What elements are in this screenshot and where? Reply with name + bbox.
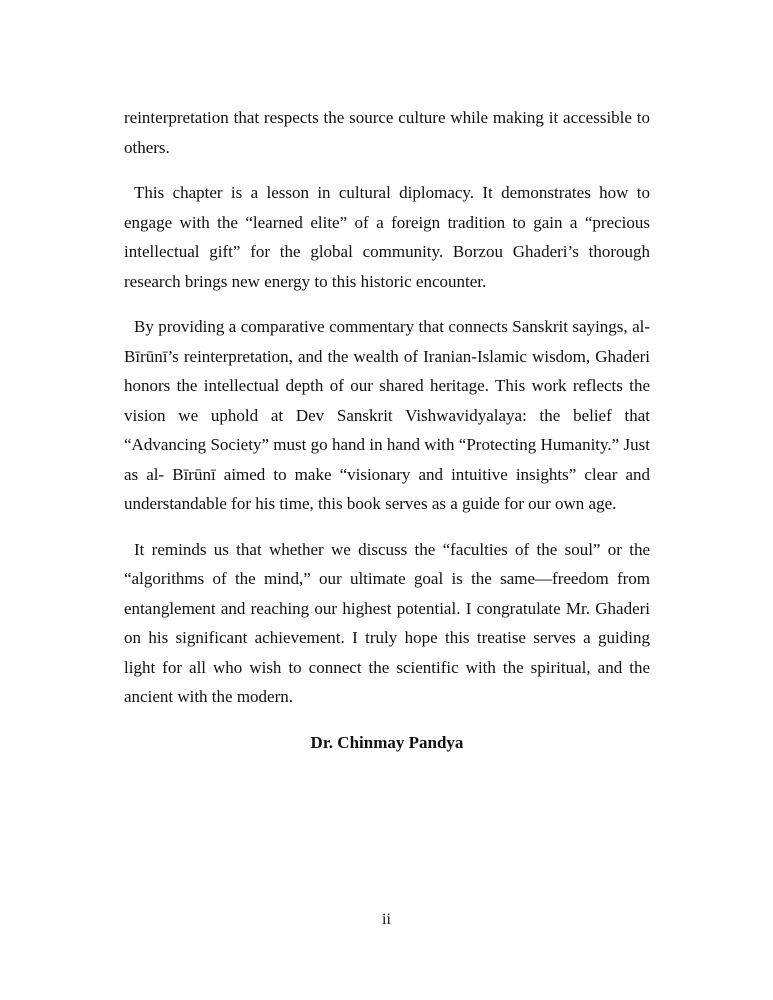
paragraph-cultural-diplomacy: This chapter is a lesson in cultural diplomacy. It demonstrates how to engage with the “learned elite” of a foreign tradition to gain a “precious intellectual gift” for the global community. Borzou Ghaderi’s thorough research brings new energy to this historic encounter. xyxy=(124,183,650,291)
paragraph-continuation: reinterpretation that respects the source culture while making it accessible to others. xyxy=(124,108,650,157)
page-number: ii xyxy=(382,911,391,928)
author-signature: Dr. Chinmay Pandya xyxy=(310,732,464,752)
document-body xyxy=(124,103,650,757)
paragraph-conclusion: It reminds us that whether we discuss the “faculties of the soul” or the “algorithms of the mind,” our ultimate goal is the same—freedom from entanglement and reaching our highest potential. I congratulate Mr. Ghaderi on his significant achievement. I truly hope this treatise serves a guiding light for all who wish to connect the scientific with the spiritual, and the ancient with the modern. xyxy=(124,539,650,706)
paragraph-comparative-commentary: By providing a comparative commentary that connects Sanskrit sayings, al-Bīrūnī’s reinterpretation, and the wealth of Iranian-Islamic wisdom, Ghaderi honors the intellectual depth of our shared heritage. This work reflects the vision we uphold at Dev Sanskrit Vishwavidyalaya: the belief that “Advancing Society” must go hand in hand with “Protecting Humanity.” Just as al- Bīrūnī aimed to make “visionary and intuitive insights” clear and understandable for his time, this book serves as a guide for our own age. xyxy=(124,317,650,513)
